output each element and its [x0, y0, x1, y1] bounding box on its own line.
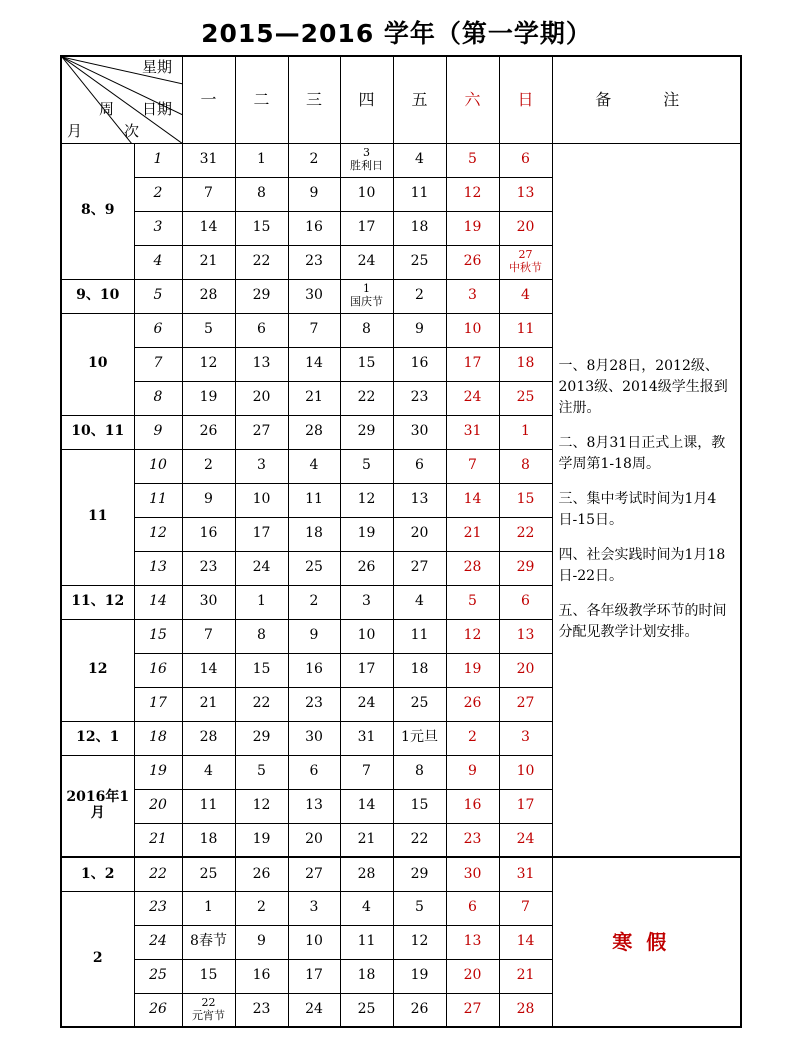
day-cell: 6	[499, 585, 552, 619]
corner-label-month: 月	[67, 122, 83, 140]
day-cell: 8春节	[182, 925, 235, 959]
day-cell: 5	[340, 449, 393, 483]
day-cell: 3	[499, 721, 552, 755]
corner-label-date: 日期	[142, 100, 173, 118]
day-cell: 24	[499, 823, 552, 857]
day-cell: 23	[288, 245, 340, 279]
day-cell: 27	[499, 687, 552, 721]
month-label: 8、9	[61, 143, 134, 279]
day-cell: 14	[288, 347, 340, 381]
corner-label-week: 周	[99, 100, 115, 118]
remark-item: 三、集中考试时间为1月4日-15日。	[558, 491, 717, 529]
day-cell: 30	[182, 585, 235, 619]
day-cell: 15	[393, 789, 446, 823]
month-label: 2	[61, 891, 134, 1027]
corner-label-count: 次	[124, 122, 140, 140]
day-cell: 21	[446, 517, 499, 551]
week-number: 17	[134, 687, 182, 721]
day-cell: 6	[393, 449, 446, 483]
day-cell: 17	[340, 653, 393, 687]
weekday-header: 二	[235, 56, 288, 143]
remark-item: 一、8月28日，2012级、2013级、2014级学生报到注册。	[558, 358, 728, 417]
corner-label-weekday: 星期	[142, 58, 173, 76]
day-cell: 27	[288, 857, 340, 891]
day-cell: 30	[288, 721, 340, 755]
day-cell: 30	[446, 857, 499, 891]
day-cell: 9	[288, 619, 340, 653]
day-cell: 18	[340, 959, 393, 993]
day-cell: 5	[182, 313, 235, 347]
day-cell: 18	[182, 823, 235, 857]
day-cell: 29	[499, 551, 552, 585]
day-cell	[340, 279, 393, 313]
day-cell: 15	[340, 347, 393, 381]
day-cell: 5	[446, 585, 499, 619]
day-cell: 5	[235, 755, 288, 789]
month-label: 2016年1月	[61, 755, 134, 857]
day-cell: 31	[499, 857, 552, 891]
holiday-name: 中秋节	[509, 261, 542, 274]
week-number: 5	[134, 279, 182, 313]
day-cell: 19	[182, 381, 235, 415]
day-cell: 17	[235, 517, 288, 551]
day-cell: 2	[235, 891, 288, 925]
day-cell: 15	[499, 483, 552, 517]
day-cell: 14	[446, 483, 499, 517]
day-cell: 26	[446, 687, 499, 721]
day-cell: 19	[235, 823, 288, 857]
day-cell: 22	[235, 245, 288, 279]
week-number: 3	[134, 211, 182, 245]
holiday-name: 胜利日	[350, 159, 383, 172]
day-cell: 7	[182, 619, 235, 653]
day-cell: 2	[393, 279, 446, 313]
day-cell: 25	[182, 857, 235, 891]
week-number: 10	[134, 449, 182, 483]
day-cell: 24	[288, 993, 340, 1027]
day-cell: 22	[499, 517, 552, 551]
remarks-cell	[552, 143, 741, 857]
day-cell: 31	[340, 721, 393, 755]
day-cell: 31	[446, 415, 499, 449]
day-cell: 14	[182, 653, 235, 687]
day-cell: 16	[288, 211, 340, 245]
day-cell: 6	[235, 313, 288, 347]
holiday-date: 1	[363, 282, 370, 296]
day-cell: 2	[288, 585, 340, 619]
day-cell: 11	[340, 925, 393, 959]
day-cell: 16	[393, 347, 446, 381]
day-cell: 28	[499, 993, 552, 1027]
weekday-header: 一	[182, 56, 235, 143]
day-cell: 16	[235, 959, 288, 993]
day-cell: 16	[446, 789, 499, 823]
remark-item: 二、8月31日正式上课，教学周第1-18周。	[558, 435, 726, 473]
day-cell: 6	[499, 143, 552, 177]
day-cell: 29	[235, 279, 288, 313]
day-cell: 28	[182, 721, 235, 755]
day-cell: 23	[235, 993, 288, 1027]
holiday-date: 3	[363, 146, 370, 160]
remark-item: 四、社会实践时间为1月18日-22日。	[558, 547, 726, 585]
day-cell: 20	[288, 823, 340, 857]
day-cell: 30	[288, 279, 340, 313]
weekday-header: 六	[446, 56, 499, 143]
day-cell: 15	[182, 959, 235, 993]
day-cell: 10	[235, 483, 288, 517]
day-cell: 12	[446, 177, 499, 211]
day-cell: 22	[340, 381, 393, 415]
day-cell: 16	[288, 653, 340, 687]
day-cell: 19	[393, 959, 446, 993]
day-cell: 28	[446, 551, 499, 585]
day-cell: 20	[393, 517, 446, 551]
week-number: 1	[134, 143, 182, 177]
day-cell: 20	[446, 959, 499, 993]
day-cell: 19	[446, 653, 499, 687]
day-cell: 19	[340, 517, 393, 551]
day-cell: 22	[235, 687, 288, 721]
week-number: 12	[134, 517, 182, 551]
week-number: 8	[134, 381, 182, 415]
day-cell: 26	[235, 857, 288, 891]
day-cell: 7	[288, 313, 340, 347]
day-cell: 3	[446, 279, 499, 313]
day-cell: 5	[393, 891, 446, 925]
day-cell: 12	[446, 619, 499, 653]
day-cell: 8	[340, 313, 393, 347]
winter-break-cell	[552, 857, 741, 1027]
day-cell: 25	[499, 381, 552, 415]
day-cell: 8	[499, 449, 552, 483]
day-cell: 6	[288, 755, 340, 789]
day-cell: 13	[499, 619, 552, 653]
page-title: 2015—2016 学年（第一学期）	[201, 19, 592, 48]
day-cell: 21	[182, 687, 235, 721]
day-cell: 26	[446, 245, 499, 279]
day-cell: 24	[340, 245, 393, 279]
day-cell: 7	[446, 449, 499, 483]
holiday-name: 元宵节	[192, 1008, 225, 1022]
day-cell: 14	[499, 925, 552, 959]
day-cell: 21	[340, 823, 393, 857]
day-cell: 9	[182, 483, 235, 517]
day-cell: 7	[340, 755, 393, 789]
day-cell	[340, 143, 393, 177]
week-number: 14	[134, 585, 182, 619]
day-cell: 30	[393, 415, 446, 449]
day-cell: 25	[393, 245, 446, 279]
week-number: 15	[134, 619, 182, 653]
day-cell: 4	[393, 585, 446, 619]
day-cell	[499, 245, 552, 279]
day-cell: 9	[288, 177, 340, 211]
day-cell: 20	[499, 653, 552, 687]
day-cell: 27	[235, 415, 288, 449]
day-cell: 4	[182, 755, 235, 789]
week-number: 11	[134, 483, 182, 517]
day-cell: 11	[288, 483, 340, 517]
day-cell: 7	[182, 177, 235, 211]
day-cell: 18	[288, 517, 340, 551]
day-cell: 10	[499, 755, 552, 789]
day-cell: 17	[446, 347, 499, 381]
corner-header	[61, 56, 182, 143]
day-cell: 26	[393, 993, 446, 1027]
day-cell	[182, 993, 235, 1027]
day-cell: 23	[182, 551, 235, 585]
day-cell: 31	[182, 143, 235, 177]
week-number: 6	[134, 313, 182, 347]
week-number: 25	[134, 959, 182, 993]
calendar-table	[60, 55, 742, 1028]
day-cell: 21	[288, 381, 340, 415]
day-cell: 17	[288, 959, 340, 993]
month-label: 11	[61, 449, 134, 585]
week-row	[61, 857, 741, 891]
day-cell: 12	[235, 789, 288, 823]
day-cell: 2	[288, 143, 340, 177]
day-cell: 29	[235, 721, 288, 755]
month-label: 11、12	[61, 585, 134, 619]
week-number: 26	[134, 993, 182, 1027]
day-cell: 28	[340, 857, 393, 891]
day-cell: 9	[446, 755, 499, 789]
week-number: 22	[134, 857, 182, 891]
day-cell: 4	[288, 449, 340, 483]
day-cell: 18	[393, 653, 446, 687]
day-cell: 1	[235, 585, 288, 619]
day-cell: 24	[446, 381, 499, 415]
month-label: 10、11	[61, 415, 134, 449]
week-number: 2	[134, 177, 182, 211]
day-cell: 28	[288, 415, 340, 449]
day-cell: 3	[288, 891, 340, 925]
day-cell: 25	[393, 687, 446, 721]
header-row	[61, 56, 741, 143]
day-cell: 20	[235, 381, 288, 415]
week-number: 20	[134, 789, 182, 823]
day-cell: 1	[235, 143, 288, 177]
day-cell: 19	[446, 211, 499, 245]
week-number: 24	[134, 925, 182, 959]
holiday-date: 27	[518, 248, 533, 262]
day-cell: 12	[393, 925, 446, 959]
day-cell: 1元旦	[393, 721, 446, 755]
day-cell: 13	[288, 789, 340, 823]
day-cell: 2	[182, 449, 235, 483]
day-cell: 17	[499, 789, 552, 823]
day-cell: 13	[499, 177, 552, 211]
calendar-body	[61, 143, 741, 1027]
day-cell: 14	[340, 789, 393, 823]
winter-break-label: 寒假	[612, 929, 681, 954]
day-cell: 26	[182, 415, 235, 449]
week-number: 23	[134, 891, 182, 925]
day-cell: 23	[288, 687, 340, 721]
day-cell: 20	[499, 211, 552, 245]
day-cell: 24	[235, 551, 288, 585]
remarks-header: 备 注	[552, 56, 741, 143]
remark-item: 五、各年级教学环节的时间分配见教学计划安排。	[558, 603, 727, 641]
day-cell: 8	[235, 619, 288, 653]
day-cell: 4	[393, 143, 446, 177]
holiday-date: 22	[201, 996, 216, 1010]
day-cell: 15	[235, 211, 288, 245]
day-cell: 12	[182, 347, 235, 381]
week-number: 13	[134, 551, 182, 585]
day-cell: 7	[499, 891, 552, 925]
day-cell: 4	[499, 279, 552, 313]
month-label: 10	[61, 313, 134, 415]
day-cell: 28	[182, 279, 235, 313]
day-cell: 11	[499, 313, 552, 347]
day-cell: 25	[340, 993, 393, 1027]
day-cell: 18	[393, 211, 446, 245]
day-cell: 23	[446, 823, 499, 857]
day-cell: 29	[393, 857, 446, 891]
weekday-header: 四	[340, 56, 393, 143]
weekday-header: 五	[393, 56, 446, 143]
day-cell: 10	[288, 925, 340, 959]
weekday-header: 三	[288, 56, 340, 143]
day-cell: 11	[182, 789, 235, 823]
day-cell: 17	[340, 211, 393, 245]
week-number: 7	[134, 347, 182, 381]
day-cell: 9	[393, 313, 446, 347]
week-number: 16	[134, 653, 182, 687]
day-cell: 21	[499, 959, 552, 993]
day-cell: 13	[235, 347, 288, 381]
day-cell: 27	[393, 551, 446, 585]
day-cell: 29	[340, 415, 393, 449]
day-cell: 27	[446, 993, 499, 1027]
day-cell: 24	[340, 687, 393, 721]
day-cell: 13	[446, 925, 499, 959]
month-label: 1、2	[61, 857, 134, 891]
week-number: 19	[134, 755, 182, 789]
day-cell: 25	[288, 551, 340, 585]
day-cell: 9	[235, 925, 288, 959]
week-number: 9	[134, 415, 182, 449]
day-cell: 22	[393, 823, 446, 857]
day-cell: 10	[340, 177, 393, 211]
month-label: 9、10	[61, 279, 134, 313]
day-cell: 10	[340, 619, 393, 653]
day-cell: 14	[182, 211, 235, 245]
day-cell: 8	[393, 755, 446, 789]
day-cell: 21	[182, 245, 235, 279]
weekday-header: 日	[499, 56, 552, 143]
day-cell: 11	[393, 619, 446, 653]
day-cell: 6	[446, 891, 499, 925]
day-cell: 2	[446, 721, 499, 755]
day-cell: 11	[393, 177, 446, 211]
week-number: 4	[134, 245, 182, 279]
day-cell: 15	[235, 653, 288, 687]
day-cell: 1	[499, 415, 552, 449]
day-cell: 3	[235, 449, 288, 483]
day-cell: 8	[235, 177, 288, 211]
month-label: 12	[61, 619, 134, 721]
holiday-name: 国庆节	[350, 295, 383, 308]
day-cell: 13	[393, 483, 446, 517]
week-number: 21	[134, 823, 182, 857]
week-row	[61, 143, 741, 177]
day-cell: 10	[446, 313, 499, 347]
day-cell: 4	[340, 891, 393, 925]
day-cell: 23	[393, 381, 446, 415]
day-cell: 18	[499, 347, 552, 381]
day-cell: 3	[340, 585, 393, 619]
month-label: 12、1	[61, 721, 134, 755]
day-cell: 16	[182, 517, 235, 551]
week-number: 18	[134, 721, 182, 755]
day-cell: 12	[340, 483, 393, 517]
day-cell: 26	[340, 551, 393, 585]
day-cell: 1	[182, 891, 235, 925]
day-cell: 5	[446, 143, 499, 177]
